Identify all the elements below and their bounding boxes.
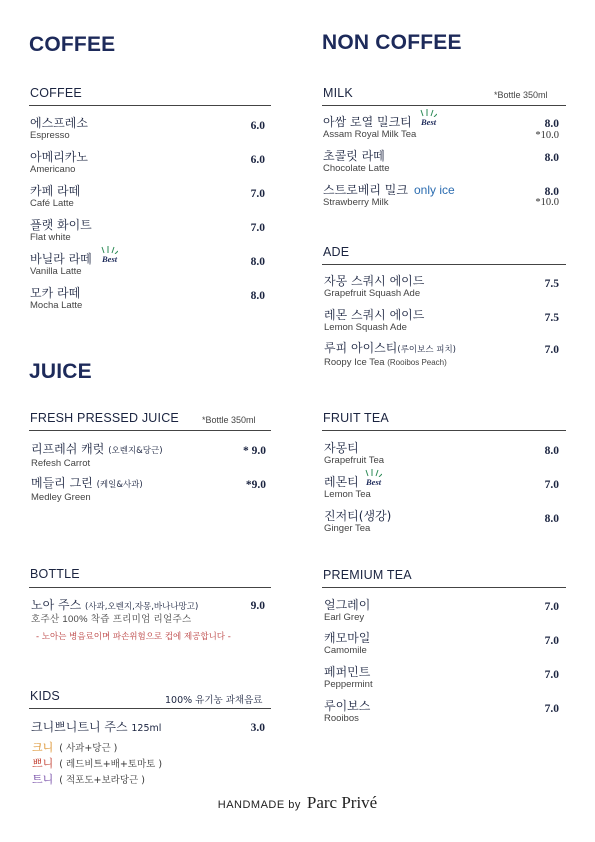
fruit-tea-section-header: FRUIT TEA [323,411,389,425]
fresh-juice-section-rule [29,430,271,431]
item-name-en-text: Roopy Ice Tea [324,357,385,368]
best-label: Best [366,477,382,487]
item-name-en: Earl Grey [324,612,365,623]
juice-title: JUICE [29,360,92,383]
item-name-kr [323,183,455,197]
best-badge [415,115,445,131]
sparkle-icon [417,109,437,117]
brand-logo-text: Parc Privé [306,793,378,812]
item-bottle-price: *10.0 [535,130,559,141]
item-name-en: Strawberry Milk [323,197,389,208]
footer [0,793,595,813]
item-name-kr: 카페 라떼 [30,184,81,198]
item-name-kr: 레몬 스쿼시 에이드 [324,308,425,322]
item-name-kr: 아메리카노 [30,150,88,164]
item-name-en: Refesh Carrot [31,458,91,469]
item-name-en: Medley Green [31,492,91,503]
kids-variant-name: 쁘니 [32,757,54,770]
kids-variant-name: 크니 [32,741,54,754]
sparkle-icon [98,246,118,254]
bottle-section-header: BOTTLE [30,567,80,581]
item-name-en-sub: (Rooibos Peach) [387,358,447,367]
item-bottle-price: *10.0 [535,197,559,208]
coffee-section-rule [29,105,271,106]
item-name-en: Flat white [30,232,71,243]
item-name-en: Rooibos [324,713,359,724]
menu-item-ginger-tea [324,509,391,534]
menu-item-espresso [30,116,88,141]
item-name-kr-text: 루피 아이스티 [324,341,398,355]
best-badge [96,252,126,268]
item-name-kr-text: 스트로베리 밀크 [323,183,408,197]
item-price: 7.0 [544,669,559,681]
item-name-kr-text: 노아 주스 [31,598,82,612]
item-name-en: Grapefruit Tea [324,455,385,466]
item-name-kr: 아쌈 로열 밀크티 [323,115,412,129]
item-name-en: Lemon Tea [324,489,371,500]
item-price: 8.0 [544,513,559,525]
milk-bottle-note: *Bottle 350ml [494,90,548,100]
item-price: 8.0 [250,290,265,302]
item-price: 8.0 [544,152,559,164]
menu-item-grapefruit-tea [324,441,384,466]
item-description: 호주산 100% 착즙 프리미엄 리얼주스 [31,614,192,625]
item-name-en: Peppermint [324,679,373,690]
sparkle-icon [362,469,382,477]
item-price: 7.0 [250,188,265,200]
milk-section-header: MILK [323,86,353,100]
menu-item-mocha-latte [30,286,82,311]
menu-item-noah-juice [31,598,198,625]
item-name-kr: 얼그레이 [324,598,371,612]
item-name-en: Assam Royal Milk Tea [323,129,417,140]
ade-section-rule [322,264,566,265]
item-name-kr-text: 메들리 그린 [31,476,93,490]
item-name-kr [324,341,456,357]
menu-item-cafe-latte [30,184,80,209]
item-name-en: Ginger Tea [324,523,371,534]
item-price: 7.5 [544,278,559,290]
item-name-kr: 초콜릿 라떼 [323,149,385,163]
menu-item-chocolate-latte [323,149,390,174]
bottle-warning-note: - 노아는 병음료이며 파손위험으로 컵에 제공합니다 - [36,632,231,642]
item-name-kr: 바닐라 라떼 [30,252,92,266]
coffee-section-header: COFFEE [30,86,82,100]
menu-item-strawberry-milk [323,183,455,208]
item-name-kr: 레몬티 [324,475,359,489]
best-label: Best [421,117,437,127]
item-price: 8.0 [544,445,559,457]
item-name-en: Mocha Latte [30,300,83,311]
kids-variant [32,755,162,771]
item-name-en: Camomile [324,645,367,656]
non-coffee-title: NON COFFEE [322,31,462,54]
item-name-kr: 페퍼민트 [324,665,371,679]
item-price: *9.0 [245,479,266,491]
kids-variant [32,739,117,755]
ade-section-header: ADE [323,245,350,259]
menu-item-americano [30,150,88,175]
item-price: 3.0 [250,722,265,734]
fruit-tea-section-rule [322,430,566,431]
menu-item-peppermint [324,665,373,690]
premium-tea-section-rule [322,587,566,588]
menu-item-earl-grey [324,598,370,623]
item-price: 7.0 [544,703,559,715]
fresh-juice-section-header: FRESH PRESSED JUICE [30,411,179,425]
fresh-juice-bottle-note: *Bottle 350ml [202,415,256,425]
kids-variant-desc: ( 사과+당근 ) [59,743,118,754]
item-price: 6.0 [250,120,265,132]
coffee-title: COFFEE [29,33,116,56]
kids-variant [32,771,145,787]
item-name-kr-sub: (오렌지&당근) [108,446,163,456]
item-price: 7.0 [544,344,559,356]
item-name-kr: 자몽티 [324,441,359,455]
menu-item-roopy-ice-tea [324,341,456,368]
item-name-kr-text: 크니쁘니트니 주스 [31,720,128,734]
item-name-en [324,357,456,368]
item-name-en: Grapefruit Squash Ade [324,288,421,299]
kids-section-rule [29,708,271,709]
item-name-kr-sub: (케일&사과) [96,480,143,490]
best-label: Best [102,254,118,264]
item-name-kr [31,476,143,492]
menu-item-vanilla-latte [30,252,92,277]
item-name-kr: 진저티(생강) [324,509,392,523]
item-price: * 9.0 [243,445,266,457]
item-name-kr-sub: (사과,오렌지,자몽,바나나망고) [85,602,199,612]
item-price: 8.0 [544,186,559,198]
menu-item-flat-white [30,218,92,243]
menu-item-grapefruit-ade [324,274,424,299]
kids-organic-note: 100% 유기농 과채음료 [165,695,263,706]
menu-item-lemon-ade [324,308,424,333]
bottle-section-rule [29,587,271,588]
menu-item-camomile [324,631,370,656]
item-name-kr-sub: (루이보스 피치) [397,345,456,355]
menu-item-refresh-carrot [31,442,163,469]
item-name-kr: 루이보스 [324,699,371,713]
item-name-en: Vanilla Latte [30,266,82,277]
item-price: 7.0 [544,601,559,613]
kids-variant-desc: ( 적포도+보라당근 ) [59,775,145,786]
menu-item-assam-milk-tea [323,115,416,140]
item-name-kr-text: 리프레쉬 캐럿 [31,442,105,456]
menu-item-medley-green [31,476,143,503]
item-price: 8.0 [250,256,265,268]
milk-section-rule [322,105,566,106]
item-name-en: Lemon Squash Ade [324,322,407,333]
item-name-kr [31,720,161,736]
menu-item-rooibos [324,699,370,724]
item-name-kr: 자몽 스쿼시 에이드 [324,274,425,288]
item-name-kr: 에스프레소 [30,116,88,130]
kids-variant-name: 트니 [32,773,54,786]
footer-handmade-text: HANDMADE by [217,799,301,811]
item-price: 7.0 [544,479,559,491]
kids-section-header: KIDS [30,689,60,703]
item-name-kr: 플랫 화이트 [30,218,92,232]
best-badge [360,475,390,491]
item-name-kr: 캐모마일 [324,631,371,645]
kids-variant-desc: ( 레드비트+배+토마토 ) [59,759,163,770]
item-name-kr: 모카 라떼 [30,286,81,300]
item-name-en: Café Latte [30,198,74,209]
item-price: 7.0 [250,222,265,234]
premium-tea-section-header: PREMIUM TEA [323,568,412,582]
item-price: 8.0 [544,118,559,130]
item-name-en: Espresso [30,130,70,141]
item-size: 125ml [131,723,162,734]
only-ice-tag: only ice [413,183,455,197]
item-name-kr [31,442,163,458]
item-name-kr [31,598,198,614]
item-price: 6.0 [250,154,265,166]
menu-item-kids-juice [31,720,161,736]
item-price: 7.0 [544,635,559,647]
item-price: 9.0 [250,600,265,612]
item-name-en: Chocolate Latte [323,163,390,174]
item-name-en: Americano [30,164,76,175]
item-price: 7.5 [544,312,559,324]
